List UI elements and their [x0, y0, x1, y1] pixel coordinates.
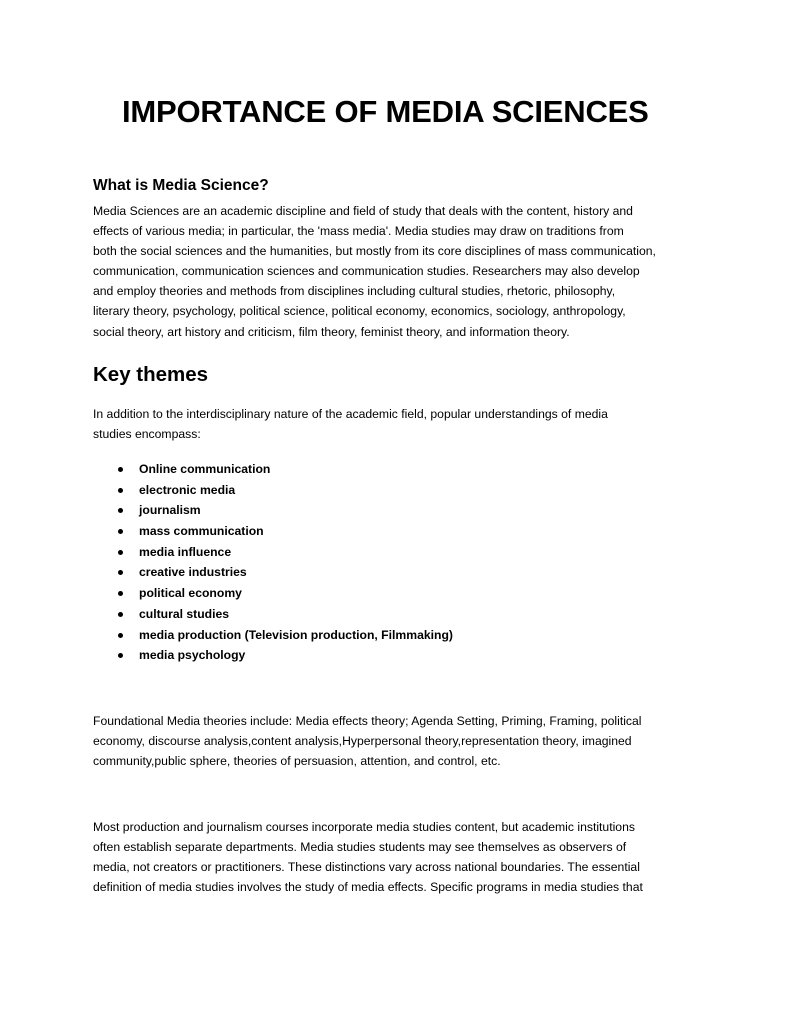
paragraph-line: Foundational Media theories include: Media effects theory; Agenda Setting, Priming, Framing, political [93, 714, 642, 728]
key-themes-intro-paragraph [93, 404, 713, 444]
paragraph-line: community,public sphere, theories of persuasion, attention, and control, etc. [93, 754, 501, 769]
paragraph-line: Most production and journalism courses incorporate media studies content, but academic institutions [93, 820, 635, 834]
bullet-icon [118, 488, 123, 493]
bullet-icon [118, 633, 123, 638]
section-heading-key-themes: Key themes [93, 363, 209, 386]
paragraph-line: media, not creators or practitioners. These distinctions vary across national boundaries. The essential [93, 860, 640, 875]
bullet-icon [118, 591, 123, 596]
paragraph-line: In addition to the interdisciplinary nature of the academic field, popular understandings of media [93, 407, 608, 421]
bullet-icon [118, 550, 123, 555]
bullet-icon [118, 612, 123, 617]
section-heading-what-is-media-science: What is Media Science? [93, 177, 269, 194]
bullet-icon [118, 467, 123, 472]
intro-paragraph [93, 201, 713, 342]
bullet-icon [118, 653, 123, 658]
paragraph-line: studies encompass: [93, 427, 201, 442]
paragraph-line: effects of various media; in particular, the 'mass media'. Media studies may draw on traditions from [93, 224, 624, 239]
bullet-icon [118, 570, 123, 575]
paragraph-line: both the social sciences and the humanities, but mostly from its core disciplines of mass communication, [93, 244, 656, 259]
paragraph-line: economy, discourse analysis,content analysis,Hyperpersonal theory,representation theory, imagined [93, 734, 632, 749]
bullet-icon [118, 529, 123, 534]
paragraph-line: social theory, art history and criticism, film theory, feminist theory, and information theory. [93, 324, 570, 339]
paragraph-line: communication, communication sciences and communication studies. Researchers may also develop [93, 264, 640, 279]
media-theories-paragraph [93, 711, 713, 771]
paragraph-line: Media Sciences are an academic discipline and field of study that deals with the content, history and [93, 204, 633, 218]
document-page: IMPORTANCE OF MEDIA SCIENCES What is Media Science? Media Sciences are an academic discipline and field of study that deals with the content, history and effects of various media; in particular, the 'mass media'. Media studies may draw on traditions from both the social sciences and the humanities, but mostly from its core disciplines of mass communication, communication, communication sciences and communication studies. Researchers may also develop and employ theories and methods from disciplines including cultural studies, rhetoric, philosophy, literary theory, psychology, political science, political economy, economics, sociology, anthropology, social theory, art history and criticism, film theory, feminist theory, and information theory. Key themes In addition to the interdisciplinary nature of the academic field, popular understandings of media studies encompass: Online communication electronic media journalism mass communication media influence creative industries political economy cultural studies media production (Television production, Filmmaking) media psychology Foundational Media theories include: Media effects theory; Agenda Setting, Priming, Framing, political economy, discourse analysis,content analysis,Hyperpersonal theory,representation theory, imagined community,public sphere, theories of persuasion, attention, and control, etc. Most production and journalism courses incorporate media studies content, but academic institutions often establish separate departments. Media studies students may see themselves as observers of media, not creators or practitioners. These distinctions vary across national boundaries. The essential definition of media studies involves the study of media effects. Specific programs in media studies that [0, 0, 791, 1023]
bullet-icon [118, 508, 123, 513]
production-journalism-paragraph [93, 817, 713, 897]
paragraph-line: literary theory, psychology, political science, political economy, economics, sociology, anthropology, [93, 304, 626, 319]
paragraph-line: definition of media studies involves the study of media effects. Specific programs in media studies that [93, 880, 643, 895]
paragraph-line: and employ theories and methods from disciplines including cultural studies, rhetoric, philosophy, [93, 284, 616, 299]
page-title: IMPORTANCE OF MEDIA SCIENCES [122, 94, 649, 129]
paragraph-line: often establish separate departments. Media studies students may see themselves as observers of [93, 840, 627, 855]
